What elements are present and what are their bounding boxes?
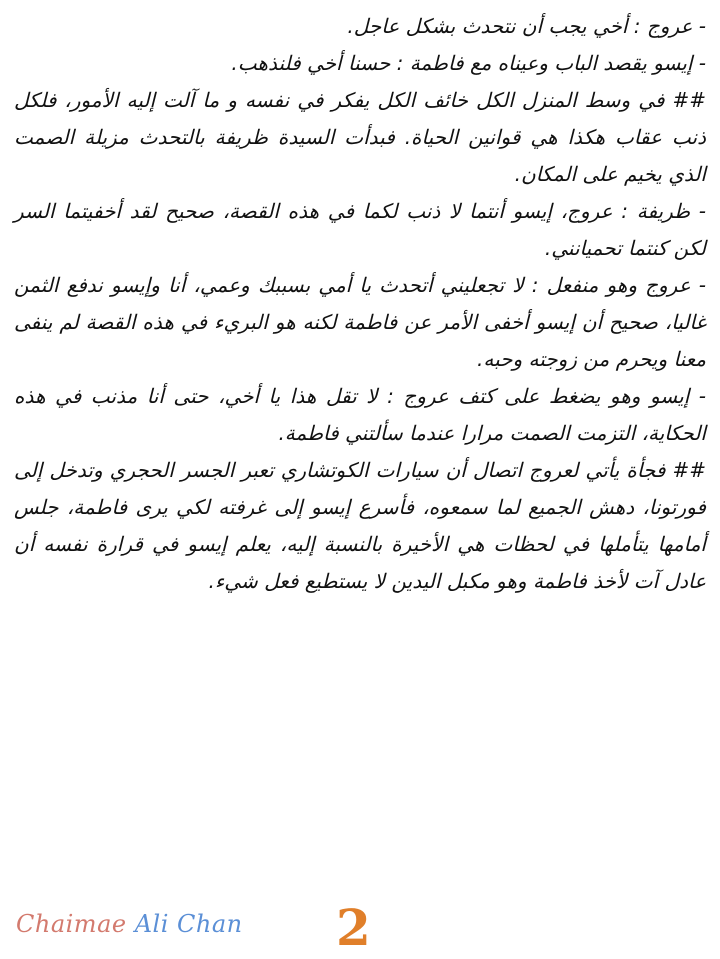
author-signature <box>16 910 243 938</box>
signature-second: Ali Chan <box>134 910 243 938</box>
page-number: 2 <box>336 898 371 957</box>
paragraph-7: ## فجأة يأتي لعروج اتصال أن سيارات الكوتشاري تعبر الجسر الحجري وتدخل إلى فورتونا، دهش الجميع لما سمعوه، فأسرع إيسو إلى غرفته لكي يرى فاطمة، جلس أمامها يتأملها في لحظات هي الأخيرة بالنسبة إليه، يعلم إيسو في قرارة نفسه أن عادل آت لأخذ فاطمة وهو مكبل اليدين لا يستطيع فعل شيء. <box>14 458 706 593</box>
paragraph-6: - إيسو وهو يضغط على كتف عروج : لا تقل هذا يا أخي، حتى أنا مذنب في هذه الحكاية، التزمت الصمت مرارا عندما سألتني فاطمة. <box>14 384 706 445</box>
paragraph-5: - عروج وهو منفعل : لا تجعليني أتحدث يا أمي بسببك وعمي، أنا وإيسو ندفع الثمن غاليا، صحيح أن إيسو أخفى الأمر عن فاطمة لكنه هو البريء في هذه القصة لم ينفى معنا ويحرم من زوجته وحبه. <box>14 273 706 371</box>
paragraph-2: - إيسو يقصد الباب وعيناه مع فاطمة : حسنا أخي فلنذهب. <box>231 51 706 75</box>
paragraph-3: ## في وسط المنزل الكل خائف الكل يفكر في نفسه و ما آلت إليه الأمور، فلكل ذنب عقاب هكذا هي قوانين الحياة. فبدأت السيدة ظريفة بالتحدث مزيلة الصمت الذي يخيم على المكان. <box>14 88 706 186</box>
paragraph-4: - ظريفة : عروج، إيسو أنتما لا ذنب لكما في هذه القصة، صحيح لقد أخفيتما السر لكن كنتما تحميانني. <box>14 199 706 260</box>
paragraph-1: - عروج : أخي يجب أن نتحدث بشكل عاجل. <box>347 14 706 38</box>
signature-first: Chaimae <box>16 910 127 938</box>
story-text <box>14 8 706 600</box>
